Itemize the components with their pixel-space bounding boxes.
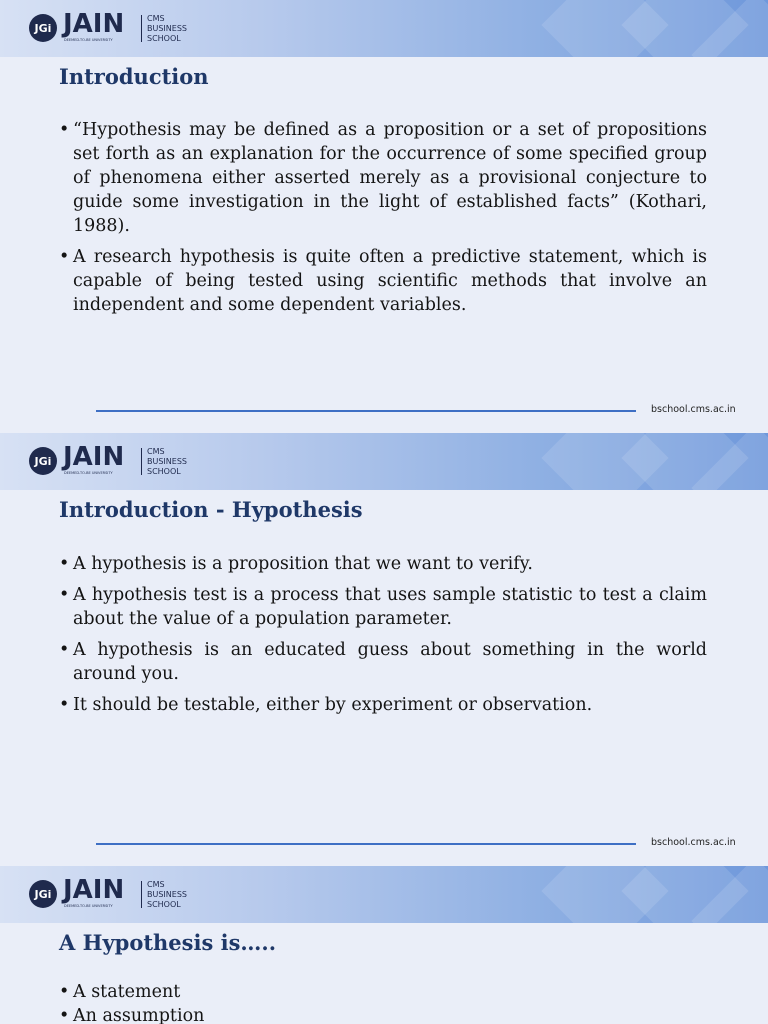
school-name: CMS BUSINESS SCHOOL bbox=[147, 880, 187, 909]
bullet-list bbox=[59, 552, 707, 724]
slide-3 bbox=[0, 866, 768, 1024]
slide-title: A Hypothesis is….. bbox=[59, 930, 277, 955]
slide-2 bbox=[0, 433, 768, 866]
bullet-item: • A hypothesis is an educated guess about something in the world around you. bbox=[59, 640, 707, 684]
slide-title: Introduction - Hypothesis bbox=[59, 497, 363, 522]
slide-header-banner bbox=[0, 433, 768, 490]
bullet-item: • It should be testable, either by experiment or observation. bbox=[59, 695, 593, 715]
school-name: CMS BUSINESS SCHOOL bbox=[147, 14, 187, 43]
jain-wordmark: JAIN bbox=[63, 442, 125, 472]
logo-divider bbox=[141, 15, 142, 42]
slide-title: Introduction bbox=[59, 64, 209, 89]
slide-header-banner bbox=[0, 866, 768, 923]
footer-divider bbox=[96, 843, 636, 845]
footer-url: bschool.cms.ac.in bbox=[651, 404, 736, 415]
jain-wordmark: JAIN bbox=[63, 875, 125, 905]
logo-tagline: DEEMED-TO-BE UNIVERSITY bbox=[64, 38, 113, 42]
bullet-list bbox=[59, 980, 707, 1024]
bullet-item: • An assumption bbox=[59, 1006, 205, 1024]
school-name: CMS BUSINESS SCHOOL bbox=[147, 447, 187, 476]
bullet-item: • A statement bbox=[59, 982, 181, 1002]
jgi-logo-icon: JGi bbox=[29, 14, 57, 42]
footer-divider bbox=[96, 410, 636, 412]
bullet-item: • “Hypothesis may be defined as a proposition or a set of propositions set forth as an explanation for the occurrence of some specified group of phenomena either asserted merely as a provisional conjecture to guide some investigation in the light of established facts” (Kothari, 1988). bbox=[59, 120, 707, 236]
bullet-item: • A research hypothesis is quite often a predictive statement, which is capable of being tested using scientific methods that involve an independent and some dependent variables. bbox=[59, 247, 707, 315]
bullet-item: • A hypothesis test is a process that uses sample statistic to test a claim about the value of a population parameter. bbox=[59, 585, 707, 629]
footer-url: bschool.cms.ac.in bbox=[651, 837, 736, 848]
logo-tagline: DEEMED-TO-BE UNIVERSITY bbox=[64, 471, 113, 475]
bullet-list bbox=[59, 118, 707, 324]
logo-divider bbox=[141, 881, 142, 908]
jgi-logo-icon: JGi bbox=[29, 880, 57, 908]
jgi-logo-icon: JGi bbox=[29, 447, 57, 475]
bullet-item: • A hypothesis is a proposition that we want to verify. bbox=[59, 554, 533, 574]
logo-tagline: DEEMED-TO-BE UNIVERSITY bbox=[64, 904, 113, 908]
logo-divider bbox=[141, 448, 142, 475]
slide-header-banner bbox=[0, 0, 768, 57]
slide-1 bbox=[0, 0, 768, 433]
jain-wordmark: JAIN bbox=[63, 9, 125, 39]
